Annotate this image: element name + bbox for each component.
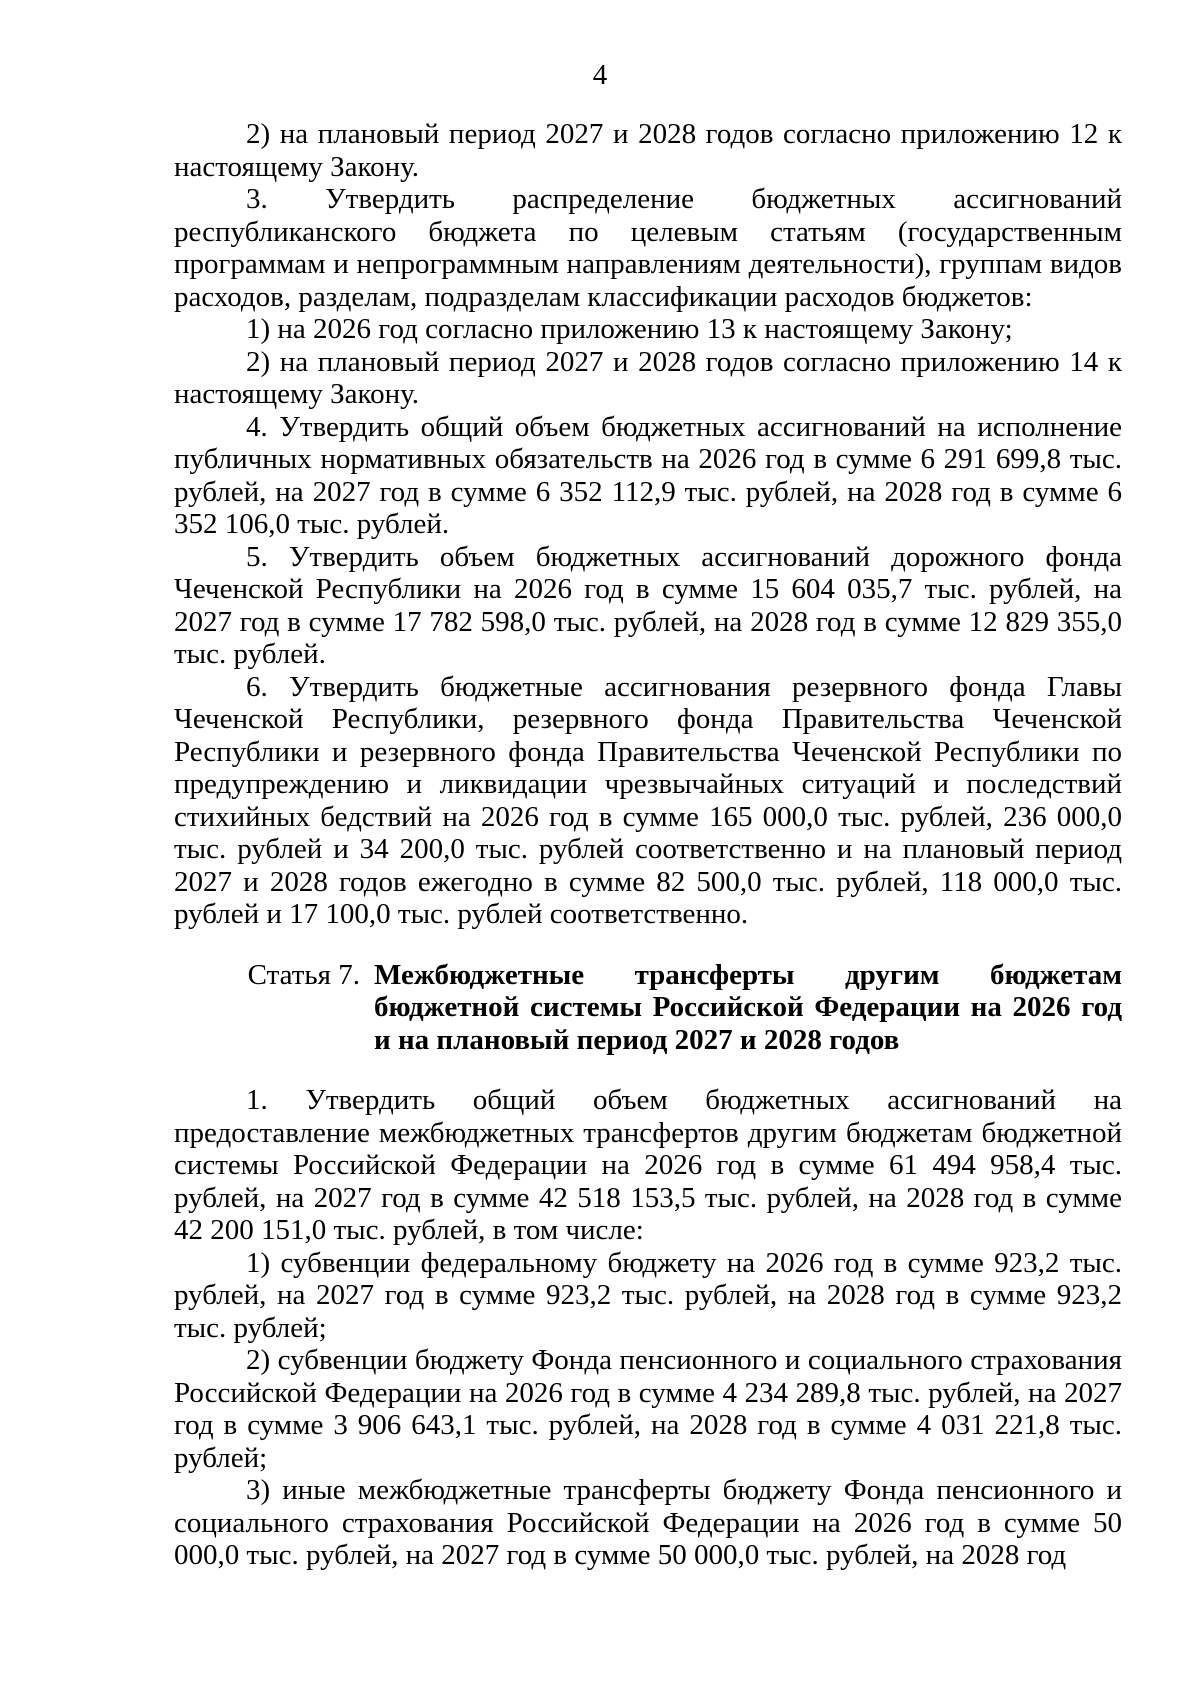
paragraph-item-2-pension-fund-subventions: 2) субвенции бюджету Фонда пенсионного и социального страхования Российской Федерации на 2026 год в сумме 4 234 289,8 тыс. рублей, на 2027 год в сумме 3 906 643,1 тыс. рублей, на 2028 год в сумме 4 031 221,8 тыс. рублей; <box>174 1344 1122 1474</box>
paragraph-5-road-fund: 5. Утвердить объем бюджетных ассигнований дорожного фонда Чеченской Республики на 2026 год в сумме 15 604 035,7 тыс. рублей, на 2027 год в сумме 17 782 598,0 тыс. рублей, на 2028 год в сумме 12 829 355,0 тыс. рублей. <box>174 540 1122 670</box>
paragraph-6-reserve-funds: 6. Утвердить бюджетные ассигнования резервного фонда Главы Чеченской Республики, резервного фонда Правительства Чеченской Республики и резервного фонда Правительства Чеченской Республики по предупреждению и ликвидации чрезвычайных ситуаций и последствий стихийных бедствий на 2026 год в сумме 165 000,0 тыс. рублей, 236 000,0 тыс. рублей и 34 200,0 тыс. рублей соответственно и на плановый период 2027 и 2028 годов ежегодно в сумме 82 500,0 тыс. рублей, 118 000,0 тыс. рублей и 17 100,0 тыс. рублей соответственно. <box>174 670 1122 930</box>
paragraph-item-1-appendix-13: 1) на 2026 год согласно приложению 13 к настоящему Закону; <box>246 313 1013 345</box>
paragraph-1-transfers-total: 1. Утвердить общий объем бюджетных ассигнований на предоставление межбюджетных трансфертов другим бюджетам бюджетной системы Российской Федерации на 2026 год в сумме 61 494 958,4 тыс. рублей, на 2027 год в сумме 42 518 153,5 тыс. рублей, на 2028 год в сумме 42 200 151,0 тыс. рублей, в том числе: <box>174 1084 1122 1246</box>
page-number: 4 <box>592 59 608 91</box>
paragraph-item-2-appendix-12: 2) на плановый период 2027 и 2028 годов согласно приложению 12 к настоящему Закону. <box>174 118 1122 183</box>
paragraph-item-3-other-transfers: 3) иные межбюджетные трансферты бюджету Фонда пенсионного и социального страхования Российской Федерации на 2026 год в сумме 50 000,0 тыс. рублей, на 2027 год в сумме 50 000,0 тыс. рублей, на 2028 год <box>174 1474 1122 1571</box>
paragraph-item-1-federal-subventions: 1) субвенции федеральному бюджету на 2026 год в сумме 923,2 тыс. рублей, на 2027 год в сумме 923,2 тыс. рублей, на 2028 год в сумме 923,2 тыс. рублей; <box>174 1246 1122 1344</box>
article-heading <box>174 959 1122 1057</box>
paragraph-3-distribution: 3. Утвердить распределение бюджетных ассигнований республиканского бюджета по целевым статьям (государственным программам и непрограммным направлениям деятельности), группам видов расходов, разделам, подразделам классификации расходов бюджетов: <box>174 183 1122 313</box>
article-title: Межбюджетные трансферты другим бюджетам бюджетной системы Российской Федерации на 2026 год и на плановый период 2027 и 2028 годов <box>374 958 1122 1056</box>
document-body <box>174 118 1122 1572</box>
article-label: Статья 7. <box>247 958 360 991</box>
paragraph-4-public-obligations: 4. Утвердить общий объем бюджетных ассигнований на исполнение публичных нормативных обязательств на 2026 год в сумме 6 291 699,8 тыс. рублей, на 2027 год в сумме 6 352 112,9 тыс. рублей, на 2028 год в сумме 6 352 106,0 тыс. рублей. <box>174 410 1122 540</box>
paragraph-item-2-appendix-14: 2) на плановый период 2027 и 2028 годов согласно приложению 14 к настоящему Закону. <box>174 345 1122 410</box>
